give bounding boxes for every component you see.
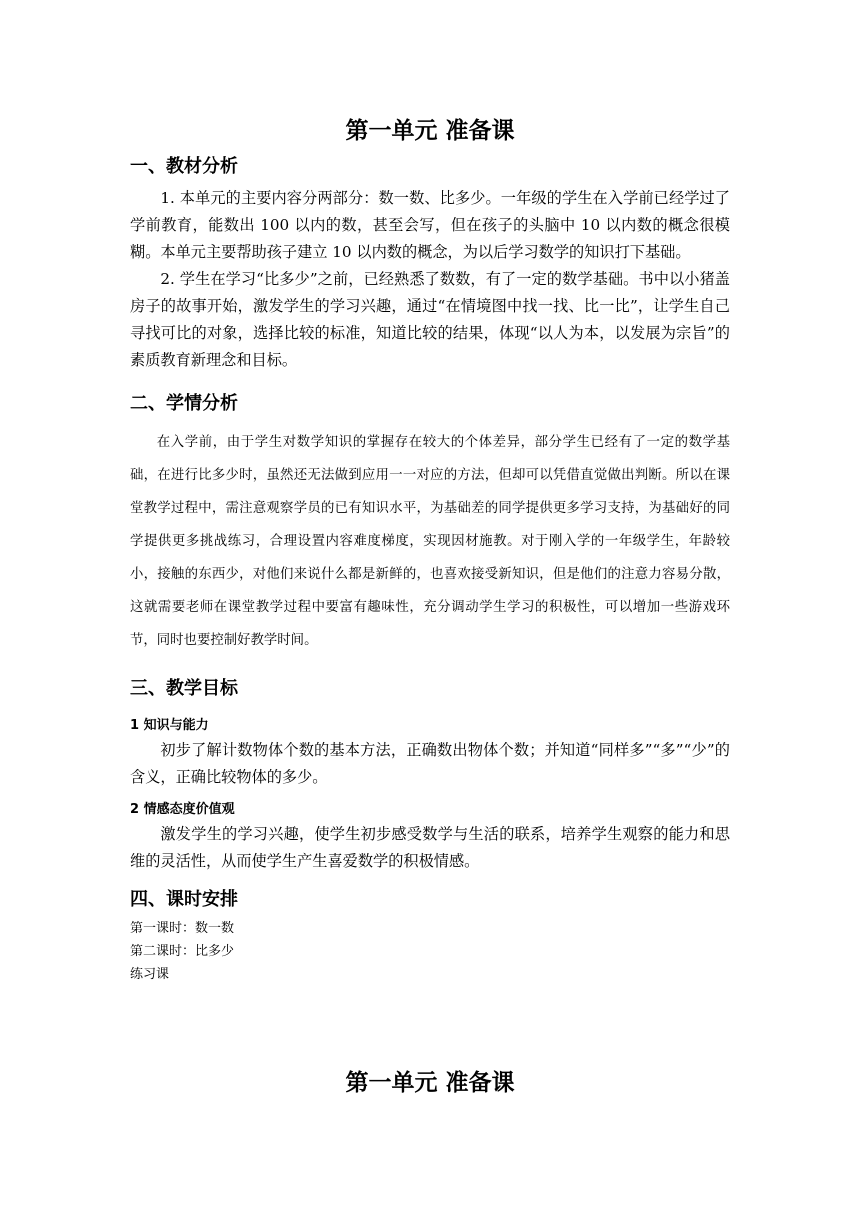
section-heading-schedule: 四、课时安排 xyxy=(130,889,238,910)
textbook-analysis-body xyxy=(130,185,730,374)
schedule-item: 第一课时：数一数 xyxy=(130,921,235,936)
emotion-values-body xyxy=(130,821,730,875)
textbook-analysis-paragraph-1: 1. 本单元的主要内容分两部分：数一数、比多少。一年级的学生在入学前已经学过了学前教育，能数出 100 以内的数，甚至会写，但在孩子的头脑中 10 以内数的概念很模糊。本单元主要帮助孩子建立 10 以内数的概念，为以后学习数学的知识打下基础。 xyxy=(130,189,730,261)
section-heading-student-analysis: 二、学情分析 xyxy=(130,393,238,414)
knowledge-ability-paragraph: 初步了解计数物体个数的基本方法，正确数出物体个数；并知道“同样多”“多”“少”的含义，正确比较物体的多少。 xyxy=(130,741,730,786)
schedule-item: 练习课 xyxy=(130,967,170,982)
schedule-list xyxy=(130,917,234,986)
textbook-analysis-paragraph-2: 2. 学生在学习“比多少”之前，已经熟悉了数数，有了一定的数学基础。书中以小猪盖房子的故事开始，激发学生的学习兴趣，通过“在情境图中找一找、比一比”，让学生自己寻找可比的对象，选择比较的标准，知道比较的结果，体现“以人为本，以发展为宗旨”的素质教育新理念和目标。 xyxy=(130,270,730,369)
page-title-repeat: 第一单元 准备课 xyxy=(345,1070,515,1096)
subheading-knowledge-ability: 1 知识与能力 xyxy=(130,718,209,733)
schedule-item: 第二课时：比多少 xyxy=(130,944,235,959)
subheading-emotion-values: 2 情感态度价值观 xyxy=(130,802,235,817)
section-heading-teaching-goals: 三、教学目标 xyxy=(130,678,238,699)
emotion-values-paragraph: 激发学生的学习兴趣，使学生初步感受数学与生活的联系，培养学生观察的能力和思维的灵活性，从而使学生产生喜爱数学的积极情感。 xyxy=(130,825,730,870)
student-analysis-body xyxy=(130,426,730,657)
section-heading-textbook-analysis: 一、教材分析 xyxy=(130,156,238,177)
page-title: 第一单元 准备课 xyxy=(345,118,515,144)
student-analysis-paragraph: 在入学前，由于学生对数学知识的掌握存在较大的个体差异，部分学生已经有了一定的数学基础，在进行比多少时，虽然还无法做到应用一一对应的方法，但却可以凭借直觉做出判断。所以在课堂教学过程中，需注意观察学员的已有知识水平，为基础差的同学提供更多学习支持，为基础好的同学提供更多挑战练习，合理设置内容难度梯度，实现因材施教。对于刚入学的一年级学生，年龄较小，接触的东西少，对他们来说什么都是新鲜的，也喜欢接受新知识，但是他们的注意力容易分散，这就需要老师在课堂教学过程中要富有趣味性，充分调动学生学习的积极性，可以增加一些游戏环节，同时也要控制好教学时间。 xyxy=(130,435,730,648)
knowledge-ability-body xyxy=(130,737,730,791)
